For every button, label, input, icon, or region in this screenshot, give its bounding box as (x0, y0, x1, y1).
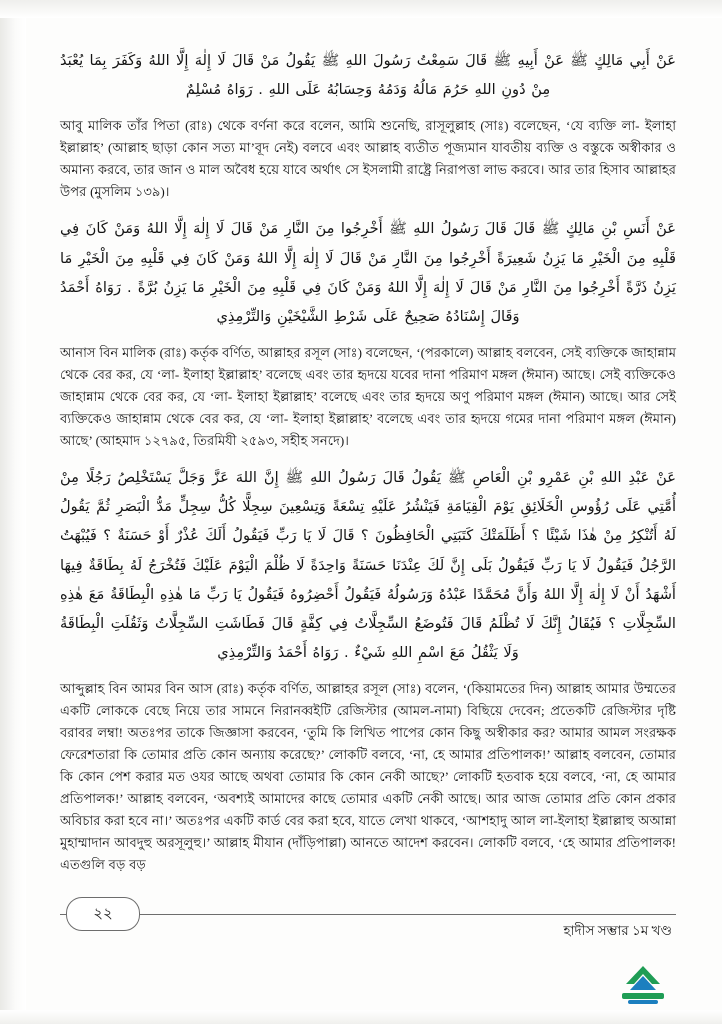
hadith-8-bangla-text: আব্দুল্লাহ বিন আমর বিন আস (রাঃ) কর্তৃক বর্ণিত, আল্লাহর রসূল (সাঃ) বলেন, ‘(কিয়ামতের দিন) আল্লাহ আমার উম্মতের একটি লোককে বেছে নিয়ে তার সামনে নিরানব্বইটি রেজিস্টার (আমল-নামা) বিছিয়ে দেবেন; প্রতেকটি রেজিস্টার দৃষ্টি বরাবর লম্বা! অতঃপর তাকে জিজ্ঞাসা করবেন, ‘তুমি কি লিখিত পাপের কোন কিছু অস্বীকার কর? আমার আমল সংরক্ষক ফেরেশতারা কি তোমার প্রতি কোন অন্যায় করেছে?’ লোকটি বলবে, ‘না, হে আমার প্রতিপালক!’ আল্লাহ বলবেন, তোমার কি কোন পেশ করার মত ওযর আছে অথবা তোমার কি কোন নেকী আছে?’ লোকটি হতবাক হয়ে বলবে, ‘না, হে আমার প্রতিপালক!’ আল্লাহ বলবেন, ‘অবশ্যই আমাদের কাছে তোমার একটি নেকী আছে। আর আজ তোমার প্রতি কোন প্রকার অবিচার করা হবে না।’ অতঃপর একটি কার্ড বের করা হবে, যাতে লেখা থাকবে, ‘আশহাদু আল লা-ইলাহা ইল্লাল্লাহু অআন্না মুহাম্মাদান আবদুহু অরসূলুহু।’ আল্লাহ মীযান (দাঁড়িপাল্লা) আনতে আদেশ করবেন। লোকটি বলবে, ‘হে আমার প্রতিপালক! এতগুলি বড় বড় (60, 681, 676, 873)
hadith-7-bangla-text: আনাস বিন মালিক (রাঃ) কর্তৃক বর্ণিত, আল্লাহর রসূল (সাঃ) বলেছেন, ‘(পরকালে) আল্লাহ বলবেন, সেই ব্যক্তিকে জাহান্নাম থেকে বের কর, যে ‘লা- ইলাহা ইল্লাল্লাহ’ বলেছে এবং তার হৃদয়ে যবের দানা পরিমাণ মঙ্গল (ঈমান) আছে। সেই ব্যক্তিকেও জাহান্নাম থেকে বের কর, যে ‘লা- ইলাহা ইল্লাল্লাহ’ বলেছে এবং তার হৃদয়ে অণু পরিমাণ মঙ্গল (ঈমান) আছে। আর সেই ব্যক্তিকেও জাহান্নাম থেকে বের কর, যে ‘লা- ইলাহা ইল্লাল্লাহ’ বলেছে এবং তার হৃদয়ে গমের দানা পরিমাণ মঙ্গল (ঈমান) আছে’ (আহমাদ ১২৭৯৫, তিরমিযী ২৫৯৩, সহীহ সনদে)। (60, 345, 676, 448)
scan-edge-bottom (0, 1010, 722, 1024)
hadith-6-arabic-text: عَنْ أَبِي مَالِكٍ ﷺ عَنْ أَبِيهِ ﷺ قَالَ سَمِعْتُ رَسُولَ اللهِ ﷺ يَقُولُ مَنْ قَالَ لَا إِلٰهَ إِلَّا اللهُ وَكَفَرَ بِمَا يُعْبَدُ مِنْ دُونِ اللهِ حَرُمَ مَالُهُ وَدَمُهُ وَحِسَابُهُ عَلَى اللهِ . رَوَاهُ مُسْلِمٌ (60, 52, 676, 99)
publisher-logo-icon (612, 962, 674, 1006)
hadith-6-arabic-block (60, 46, 676, 104)
hadith-7-arabic-block (60, 214, 676, 331)
hadith-6-bangla-block (60, 115, 676, 203)
footer-divider (60, 914, 676, 915)
scan-edge-left (0, 0, 26, 1024)
hadith-8-bangla-block (60, 678, 676, 876)
hadith-8-arabic-text: عَنْ عَبْدِ اللهِ بْنِ عَمْرِو بْنِ الْعَاصِ ﷺ يَقُولُ قَالَ رَسُولُ اللهِ ﷺ إِنَّ اللهَ عَزَّ وَجَلَّ يَسْتَخْلِصُ رَجُلًا مِنْ أُمَّتِي عَلَى رُؤُوسِ الْخَلَائِقِ يَوْمَ الْقِيَامَةِ فَيَنْشُرُ عَلَيْهِ تِسْعَةً وَتِسْعِينَ سِجِلًّا كُلُّ سِجِلٍّ مَدُّ الْبَصَرِ ثُمَّ يَقُولُ لَهُ أَتُنْكِرُ مِنْ هٰذَا شَيْئًا ؟ أَظَلَمَتْكَ كَتَبَتِي الْحَافِظُونَ ؟ قَالَ لَا يَا رَبِّ فَيَقُولُ أَلَكَ عُذْرٌ أَوْ حَسَنَةٌ ؟ فَيُبْهَتُ الرَّجُلُ فَيَقُولُ لَا يَا رَبِّ فَيَقُولُ بَلَى إِنَّ لَكَ عِنْدَنَا حَسَنَةً وَاحِدَةً لَا ظُلْمَ الْيَوْمَ عَلَيْكَ فَتُخْرَجُ لَهُ بِطَاقَةٌ فِيهَا أَشْهَدُ أَنْ لَا إِلٰهَ إِلَّا اللهُ وَأَنَّ مُحَمَّدًا عَبْدُهُ وَرَسُولُهُ فَيَقُولُ أَحْضِرُوهُ فَيَقُولُ يَا رَبِّ مَا هٰذِهِ الْبِطَاقَةُ مَعَ هٰذِهِ السِّجِلَّاتِ ؟ فَيُقَالُ إِنَّكَ لَا تُظْلَمُ قَالَ فَتُوضَعُ السِّجِلَّاتُ فِي كِفَّةٍ قَالَ فَطَاشَتِ السِّجِلَّاتُ وَثَقُلَتِ الْبِطَاقَةُ وَلَا يَثْقُلُ مَعَ اسْمِ اللهِ شَيْءٌ . رَوَاهُ أَحْمَدُ وَالتِّرْمِذِي (60, 468, 676, 662)
scan-edge-top (0, 0, 722, 18)
page-number: ২২ (66, 897, 140, 931)
page-footer (60, 905, 676, 978)
footer-book-title: হাদীস সম্ভার ১ম খণ্ড (563, 923, 672, 938)
hadith-7-bangla-block (60, 342, 676, 452)
hadith-6-bangla-text: আবু মালিক তাঁর পিতা (রাঃ) থেকে বর্ণনা করে বলেন, আমি শুনেছি, রাসূলুল্লাহ (সাঃ) বলেছেন, ‘যে ব্যক্তি লা- ইলাহা ইল্লাল্লাহ’ (আল্লাহ ছাড়া কোন সত্য মা’বূদ নেই) বলবে এবং আল্লাহ ব্যতীত পূজ্যমান যাবতীয় ব্যক্তি ও বস্তুকে অস্বীকার ও অমান্য করবে, তার জান ও মাল অবৈধ হয়ে যাবে অর্থাৎ সে ইসলামী রাষ্ট্রে নিরাপত্তা লাভ করবে। আর তার হিসাব আল্লাহর উপর (মুসলিম ১৩৯)। (60, 118, 676, 200)
page-content (60, 46, 676, 978)
hadith-7-arabic-text: عَنْ أَنَسِ بْنِ مَالِكٍ ﷺ قَالَ قَالَ رَسُولُ اللهِ ﷺ أَخْرِجُوا مِنَ النَّارِ مَنْ قَالَ لَا إِلٰهَ إِلَّا اللهُ وَمَنْ كَانَ فِي قَلْبِهِ مِنَ الْخَيْرِ مَا يَزِنُ شَعِيرَةً أَخْرِجُوا مِنَ النَّارِ مَنْ قَالَ لَا إِلٰهَ إِلَّا اللهُ وَمَنْ كَانَ فِي قَلْبِهِ مِنَ الْخَيْرِ مَا يَزِنُ ذَرَّةً أَخْرِجُوا مِنَ النَّارِ مَنْ قَالَ لَا إِلٰهَ إِلَّا اللهُ وَمَنْ كَانَ فِي قَلْبِهِ مِنَ الْخَيْرِ مَا يَزِنُ بُرَّةً . رَوَاهُ أَحْمَدُ وَقَالَ إِسْنَادُهُ صَحِيحٌ عَلَى شَرْطِ الشَّيْخَيْنِ وَالتِّرْمِذِي (60, 220, 676, 325)
hadith-8-arabic-block (60, 463, 676, 667)
